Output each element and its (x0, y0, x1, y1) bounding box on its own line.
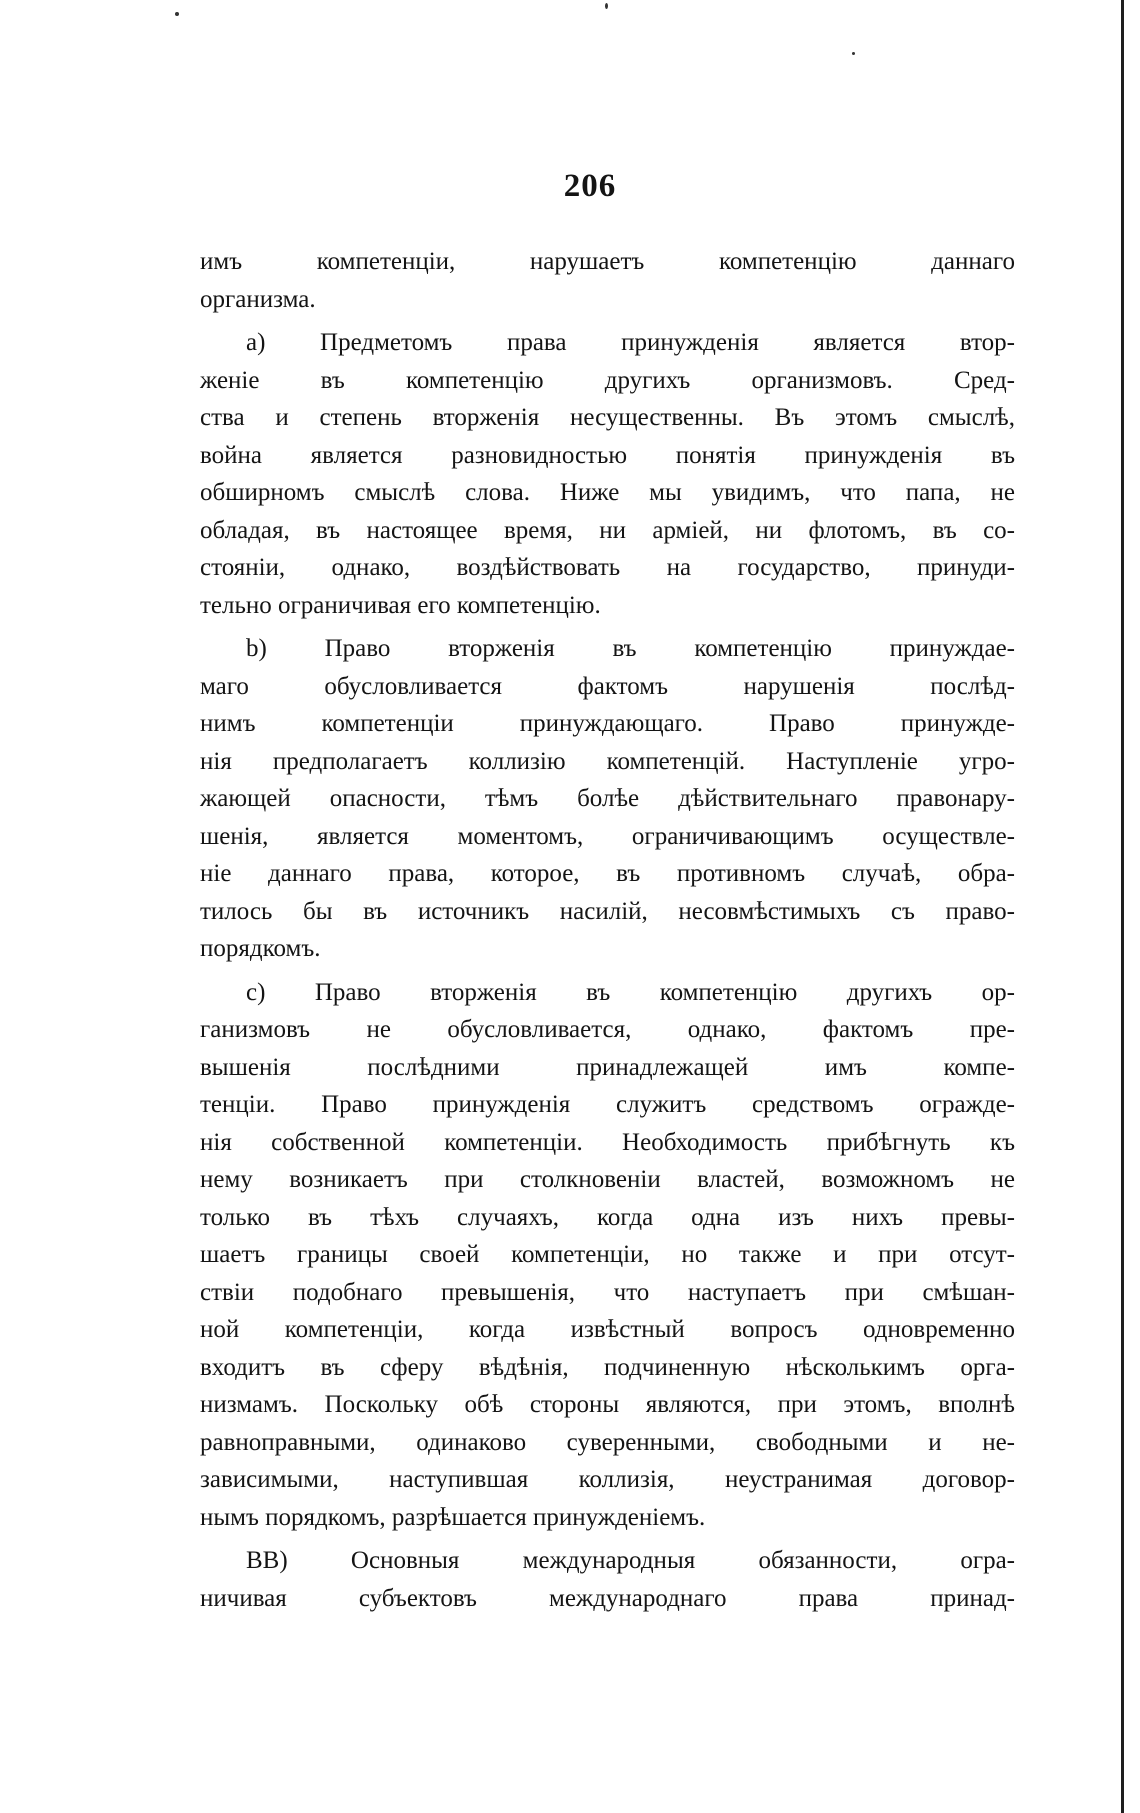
text-line: стояніи, однако, воздѣйствовать на государство, принуди- (200, 554, 1015, 581)
paragraph (200, 630, 1015, 968)
scan-speck (175, 12, 179, 16)
text-line: обладая, въ настоящее время, ни арміей, ни флотомъ, въ со- (200, 516, 1015, 544)
text-line: ніе даннаго права, которое, въ противномъ случаѣ, обра- (200, 860, 1015, 887)
text-line: нему возникаетъ при столкновеніи властей, возможномъ не (200, 1166, 1015, 1193)
text-line: равноправными, одинаково суверенными, свободными и не- (200, 1428, 1015, 1456)
text-line: маго обусловливается фактомъ нарушенія послѣд- (200, 672, 1015, 700)
text-line: порядкомъ. (200, 935, 321, 962)
body-text (200, 243, 1015, 1617)
text-line: жающей опасности, тѣмъ болѣе дѣйствительнаго правонару- (200, 785, 1015, 812)
text-line: ничивая субъектовъ международнаго права принад- (200, 1584, 1015, 1612)
text-line: c) Право вторженія въ компетенцію другихъ ор- (246, 978, 1015, 1006)
text-line: ной компетенціи, когда извѣстный вопросъ одновременно (200, 1316, 1015, 1343)
text-line: нія собственной компетенціи. Необходимость прибѣгнуть къ (200, 1128, 1015, 1156)
paragraph (200, 324, 1015, 624)
text-line: ствіи подобнаго превышенія, что наступаетъ при смѣшан- (200, 1278, 1015, 1306)
text-line: ганизмовъ не обусловливается, однако, фактомъ пре- (200, 1016, 1015, 1043)
text-line: женіе въ компетенцію другихъ организмовъ. Сред- (200, 366, 1015, 394)
scan-speck (605, 3, 608, 9)
text-line: нымъ порядкомъ, разрѣшается принужденіемъ. (200, 1503, 706, 1531)
text-line: нимъ компетенціи принуждающаго. Право принужде- (200, 710, 1015, 737)
text-line: шенія, является моментомъ, ограничивающимъ осуществле- (200, 822, 1015, 850)
text-line: шаетъ границы своей компетенціи, но также и при отсут- (200, 1241, 1015, 1268)
paragraph (200, 243, 1015, 318)
text-line: только въ тѣхъ случаяхъ, когда одна изъ нихъ превы- (200, 1203, 1015, 1231)
paragraph (200, 974, 1015, 1537)
text-line: тилось бы въ источникъ насилій, несовмѣстимыхъ съ право- (200, 897, 1015, 925)
text-line: тенціи. Право принужденія служитъ средствомъ огражде- (200, 1091, 1015, 1118)
text-line: BB) Основныя международныя обязанности, огра- (246, 1547, 1015, 1574)
text-line: война является разновидностью понятія принужденія въ (200, 441, 1015, 469)
text-line: a) Предметомъ права принужденія является втор- (246, 329, 1015, 356)
text-line: нія предполагаетъ коллизію компетенцій. Наступленіе угро- (200, 747, 1015, 775)
text-line: зависимыми, наступившая коллизія, неустранимая договор- (200, 1466, 1015, 1493)
paragraph (200, 1542, 1015, 1617)
page-number: 206 (563, 168, 617, 204)
text-line: организма. (200, 285, 316, 313)
text-line: b) Право вторженія въ компетенцію принуждае- (246, 635, 1015, 662)
scan-speck (852, 52, 855, 55)
text-line: ства и степень вторженія несущественны. Въ этомъ смыслѣ, (200, 404, 1015, 431)
page-edge-shadow (1121, 0, 1124, 1813)
text-line: вышенія послѣдними принадлежащей имъ компе- (200, 1053, 1015, 1081)
text-line: низмамъ. Поскольку обѣ стороны являются, при этомъ, вполнѣ (200, 1391, 1015, 1418)
text-line: обширномъ смыслѣ слова. Ниже мы увидимъ, что папа, не (200, 479, 1015, 506)
text-line: входитъ въ сферу вѣдѣнія, подчиненную нѣсколькимъ орга- (200, 1353, 1015, 1381)
text-line: имъ компетенціи, нарушаетъ компетенцію даннаго (200, 248, 1015, 275)
text-line: тельно ограничивая его компетенцію. (200, 591, 601, 619)
